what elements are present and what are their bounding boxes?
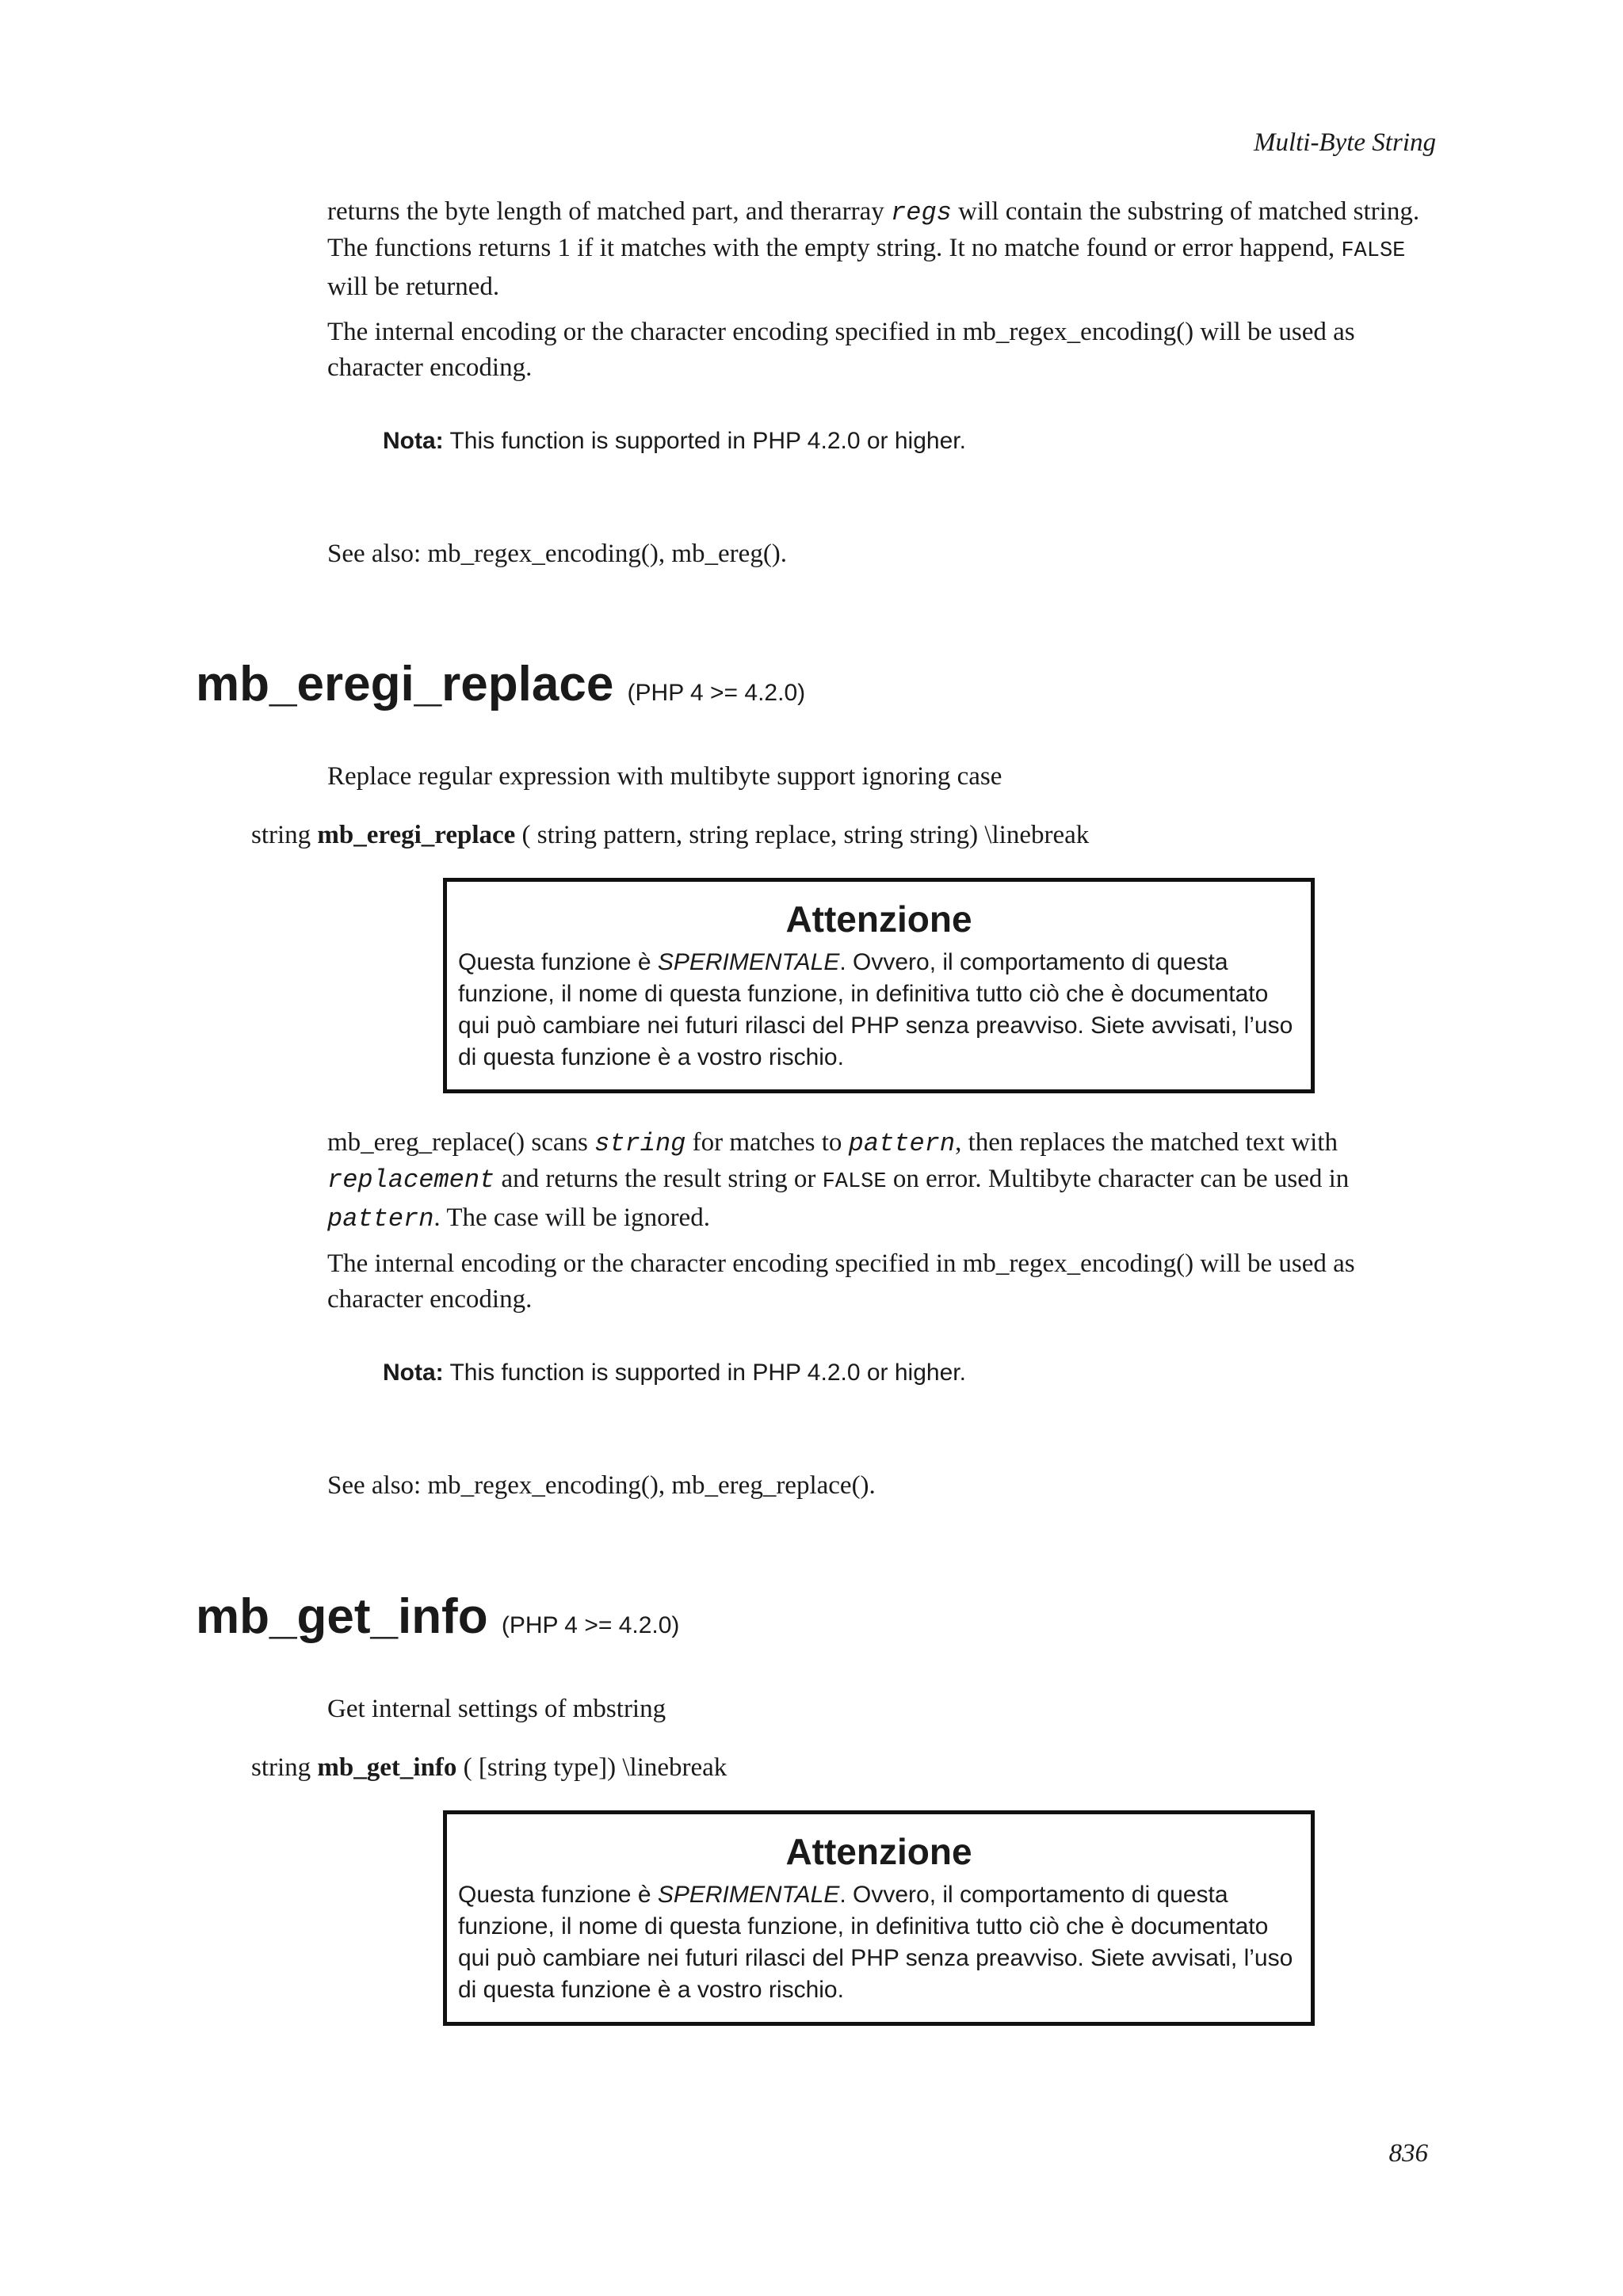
note-text: This function is supported in PHP 4.2.0 or higher. [443, 428, 966, 454]
synopsis-params: ( string pattern, string replace, string string) \linebreak [515, 821, 1090, 849]
text-run: . Ovvero, il comportamento di questa funzione, il nome di questa funzione, in definitiva tutto ciò che è documentato qui può cambiare nei futuri rilasci del PHP senza preavviso. Siete avvisati, l’uso di questa funzione è a vostro rischio. [458, 949, 1293, 1070]
synopsis-function-name: mb_get_info [317, 1753, 457, 1782]
text-run: Questa funzione è [458, 949, 658, 975]
note [383, 425, 966, 457]
text-run: Questa funzione è [458, 1882, 658, 1908]
text-run: mb_ereg_replace() scans [327, 1128, 595, 1157]
text-run: . Ovvero, il comportamento di questa funzione, il nome di questa funzione, in definitiva tutto ciò che è documentato qui può cambiare nei futuri rilasci del PHP senza preavviso. Siete avvisati, l’uso di questa funzione è a vostro rischio. [458, 1882, 1293, 2003]
page-number: 836 [1388, 2139, 1428, 2168]
warning-emphasis: SPERIMENTALE [657, 1882, 840, 1908]
note-text: This function is supported in PHP 4.2.0 or higher. [443, 1360, 966, 1386]
text-run: will be returned. [327, 273, 500, 301]
note-label: Nota: [383, 428, 444, 454]
warning-title: Attenzione [785, 898, 972, 940]
text-run: . The case will be ignored. [433, 1203, 710, 1232]
text-run: and returns the result string or [495, 1165, 823, 1193]
function-description [327, 1125, 1437, 1237]
warning-body [458, 947, 1300, 1074]
function-heading [196, 1589, 679, 1654]
return-type: string [251, 1753, 318, 1782]
function-heading [196, 656, 805, 722]
note [383, 1357, 966, 1389]
text-run: returns the byte length of matched part, and therarray [327, 197, 892, 226]
note-label: Nota: [383, 1360, 444, 1386]
version-info: (PHP 4 >= 4.2.0) [627, 680, 806, 706]
return-type: string [251, 821, 318, 849]
warning-title: Attenzione [785, 1831, 972, 1872]
warning-body [458, 1879, 1300, 2006]
code-false: FALSE [1341, 239, 1406, 263]
function-synopsis [251, 818, 1089, 853]
encoding-paragraph: The internal encoding or the character encoding specified in mb_regex_encoding() will be used as character encoding. [327, 318, 1355, 382]
param-string: string [594, 1129, 686, 1158]
param-pattern: pattern [327, 1204, 434, 1234]
param-pattern: pattern [848, 1129, 956, 1158]
see-also: See also: mb_regex_encoding(), mb_ereg(). [327, 540, 788, 568]
function-purpose: Replace regular expression with multibyte support ignoring case [327, 762, 1002, 791]
text-run: , then replaces the matched text with [955, 1128, 1338, 1157]
version-info: (PHP 4 >= 4.2.0) [501, 1612, 680, 1638]
param-replacement: replacement [327, 1165, 495, 1195]
code-regs: regs [891, 198, 952, 227]
running-header: Multi-Byte String [1253, 128, 1436, 157]
function-purpose: Get internal settings of mbstring [327, 1695, 666, 1723]
encoding-paragraph: The internal encoding or the character encoding specified in mb_regex_encoding() will be used as character encoding. [327, 1249, 1355, 1314]
synopsis-params: ( [string type]) \linebreak [456, 1753, 727, 1782]
function-synopsis [251, 1750, 727, 1786]
see-also: See also: mb_regex_encoding(), mb_ereg_replace(). [327, 1471, 876, 1500]
warning-emphasis: SPERIMENTALE [657, 949, 840, 975]
warning-box [443, 1810, 1315, 2026]
synopsis-function-name: mb_eregi_replace [317, 821, 516, 849]
function-name: mb_get_info [196, 1589, 488, 1644]
text-run: for matches to [685, 1128, 849, 1157]
warning-box [443, 878, 1315, 1093]
text-run: on error. Multibyte character can be used in [886, 1165, 1350, 1193]
continuation-paragraph [327, 194, 1437, 305]
function-name: mb_eregi_replace [196, 657, 614, 711]
text-run: will contain the substring of matched string. The functions returns 1 if it matches with the empty string. It no matche found or error happend, [327, 197, 1420, 262]
code-false: FALSE [822, 1170, 887, 1194]
